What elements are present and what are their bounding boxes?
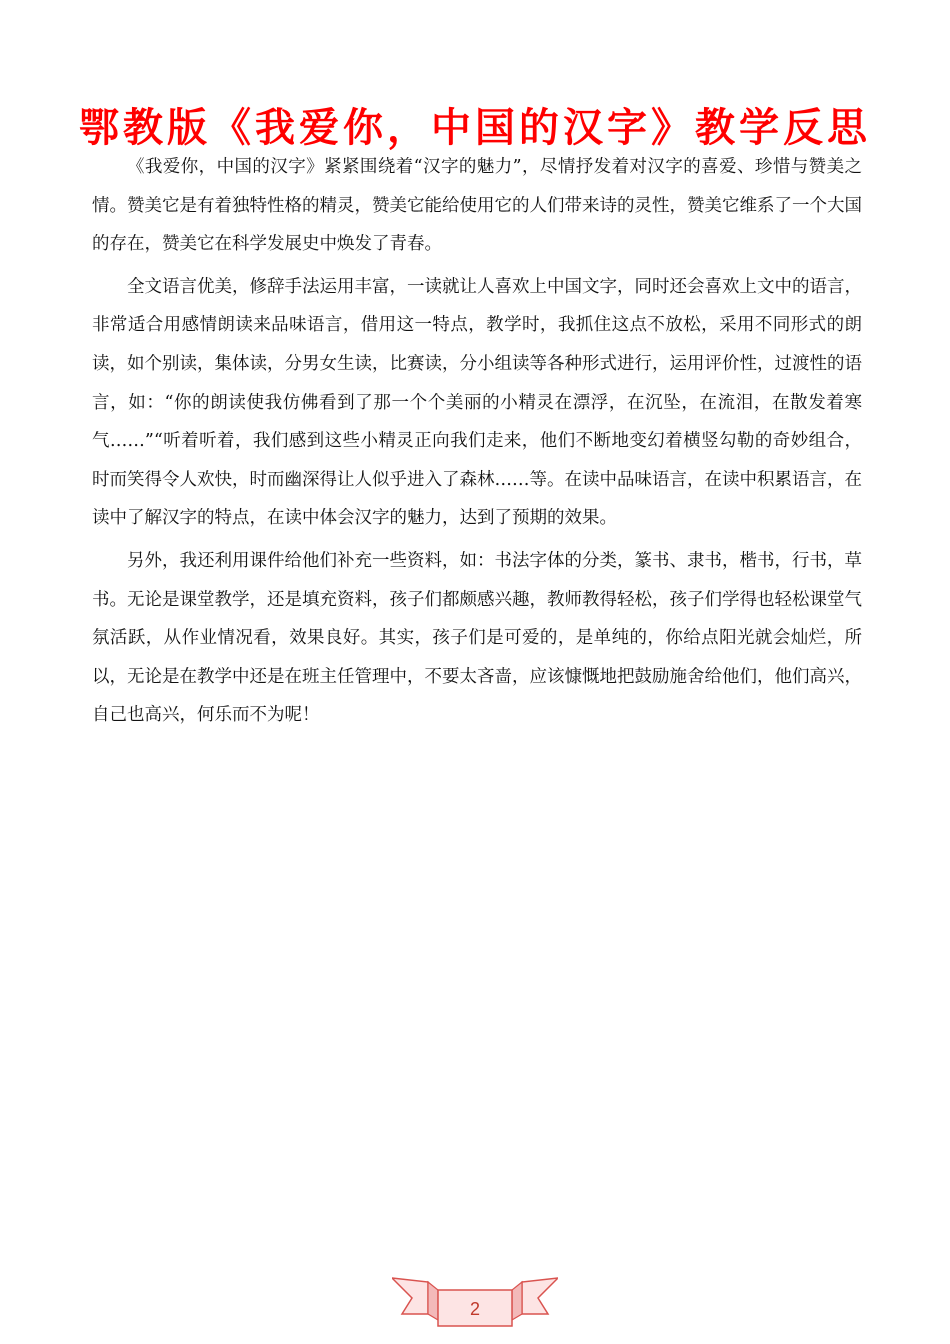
page-title: 鄂教版《我爱你，中国的汉字》教学反思 [79, 105, 871, 151]
document-body [92, 148, 862, 739]
page-footer [392, 1270, 558, 1334]
page-number: 2 [469, 1299, 480, 1319]
paragraph-2: 全文语言优美，修辞手法运用丰富，一读就让人喜欢上中国文字，同时还会喜欢上文中的语言，非常适合用感情朗读来品味语言，借用这一特点，教学时，我抓住这点不放松，采用不同形式的朗读，如个别读，集体读，分男女生读，比赛读，分小组读等各种形式进行，运用评价性，过渡性的语言，如：“你的朗读使我仿佛看到了那一个个美丽的小精灵在漂浮，在沉坠，在流泪，在散发着寒气……”“听着听着，我们感到这些小精灵正向我们走来，他们不断地变幻着横竖勾勒的奇妙组合，时而笑得令人欢快，时而幽深得让人似乎进入了森林……等。在读中品味语言，在读中积累语言，在读中了解汉字的特点，在读中体会汉字的魅力，达到了预期的效果。 [92, 276, 862, 529]
paragraph-3: 另外，我还利用课件给他们补充一些资料，如：书法字体的分类，篆书、隶书，楷书，行书，草书。无论是课堂教学，还是填充资料，孩子们都颇感兴趣，教师教得轻松，孩子们学得也轻松课堂气氛活跃，从作业情况看，效果良好。其实，孩子们是可爱的，是单纯的，你给点阳光就会灿烂，所以，无论是在教学中还是在班主任管理中，不要太吝啬，应该慷慨地把鼓励施舍给他们，他们高兴，自己也高兴，何乐而不为呢！ [92, 550, 862, 726]
paragraph-1: 《我爱你，中国的汉字》紧紧围绕着“汉字的魅力”，尽情抒发着对汉字的喜爱、珍惜与赞美之情。赞美它是有着独特性格的精灵，赞美它能给使用它的人们带来诗的灵性，赞美它维系了一个大国的存在，赞美它在科学发展史中焕发了青春。 [92, 157, 862, 255]
